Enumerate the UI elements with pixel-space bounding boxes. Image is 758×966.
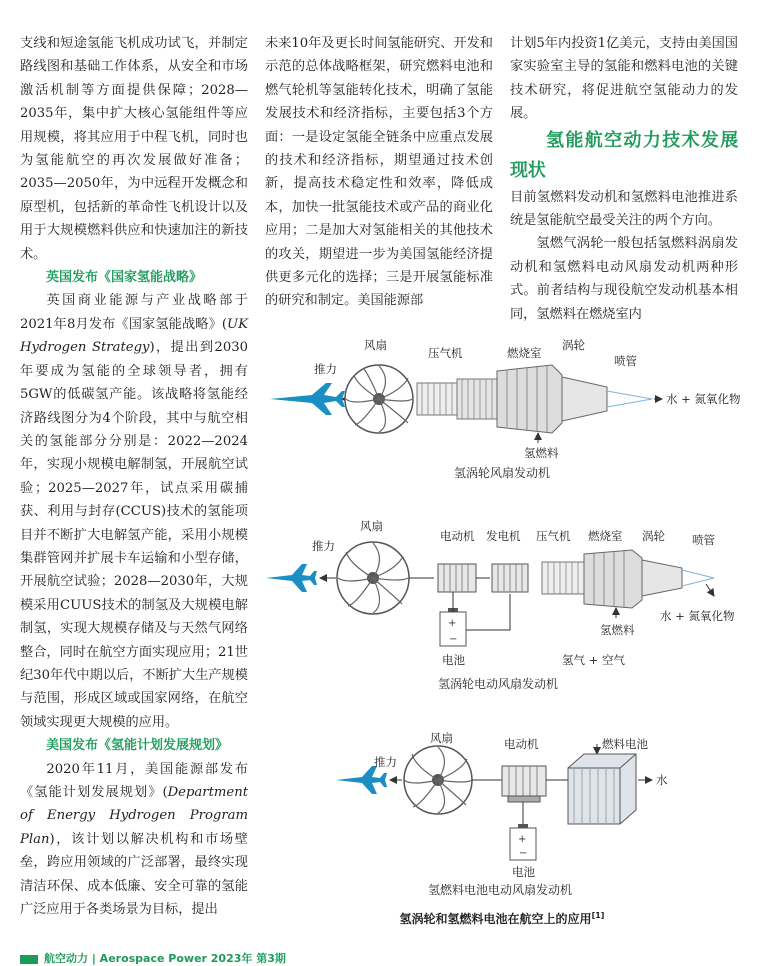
paragraph: 未来10年及更长时间氢能研究、开发和示范的总体战略框架，研究燃料电池和燃气轮机等氢能转化技术，明确了氢能发展技术和经济指标，主要包括3个方面：一是设定氢能全链条中应重点发展的技术和经济指标，期望通过技术创新，提高技术稳定性和效率，降低成本，加快一批氢能技术或产品的商业化应用；二是加大对氢能相关的其他技术的攻关，期望进一步为美国氢能经济提供更多元化的选择；三是开展氢能标准的研究和制定。美国能源部 (265, 36, 493, 309)
label-compressor: 压气机 (428, 346, 463, 360)
diagram-h2-turbofan (262, 335, 742, 485)
subsection-title: 美国发布《氢能计划发展规划》 (46, 738, 229, 754)
text-column-3 (510, 32, 738, 326)
paragraph: 氢燃气涡轮一般包括氢燃料涡扇发动机和氢燃料电动风扇发动机两种形式。前者结构与现役航空发动机基本相同，氢燃料在燃烧室内 (510, 236, 738, 322)
battery-icon (510, 824, 536, 860)
footer-text: 航空动力 | Aerospace Power 2023年 第3期 (44, 952, 286, 965)
text-column-2 (265, 32, 493, 313)
airplane-icon (336, 766, 387, 794)
exhaust-lines (607, 391, 652, 407)
exhaust-lines (682, 570, 714, 586)
label-thrust: 推力 (374, 755, 397, 769)
paragraph: 英国商业能源与产业战略部于2021年8月发布《国家氢能战略》(UK Hydrogen Strategy)，提出到2030年要成为氢能的全球领导者，拥有5GW的低碳氢产能。该战略将氢能经济路线图分为4个阶段，其中与航空相关的氢能部分分别是：2022—2024年，实现小规模电解制氢，开展航空试验；2025—2027年，试点采用碳捕获、利用与封存(CCUS)技术的氢能项目并不断扩大电解氢产能，采用小规模集群管网并扩展卡车运输和小型存储，开展航空试验；2028—2030年，大规模采用CUUS技术的制氢及大规模电解制氢，实现大规模存储及与天然气网络整合，同时在航空方面实现应用；21世纪30年代中期以后，不断扩大生产规模与范围，形成区域或国家网络，在航空领域实现更大规模的应用。 (20, 293, 248, 730)
page-footer (20, 950, 420, 964)
label-fan: 风扇 (430, 732, 453, 745)
label-fan: 风扇 (360, 519, 383, 533)
motor-icon (438, 564, 476, 592)
label-mix: 氢气 + 空气 (562, 653, 625, 667)
diagram-caption: 氢涡轮风扇发动机 (454, 466, 551, 480)
label-combustor: 燃烧室 (588, 529, 623, 543)
svg-text:+: + (448, 618, 457, 629)
subsection-title: 英国发布《国家氢能战略》 (46, 270, 203, 286)
fuel-cell-icon (568, 754, 636, 824)
label-fuelcell: 燃料电池 (602, 737, 648, 751)
airplane-icon (270, 383, 345, 415)
label-battery: 电池 (442, 653, 465, 667)
section-heading: 氢能航空动力技术发展现状 (510, 129, 738, 181)
paragraph: 目前氢燃料发动机和氢燃料电池推进系统是氢能航空最受关注的两个方向。 (510, 189, 738, 229)
diagram-caption: 氢涡轮电动风扇发动机 (438, 677, 559, 691)
label-nozzle: 喷管 (614, 354, 637, 368)
fan-icon (404, 746, 472, 814)
label-water: 水 (656, 773, 668, 787)
engine-core-illustration (417, 365, 607, 433)
label-combustor: 燃烧室 (507, 346, 542, 360)
figure-caption: 氢涡轮和氢燃料电池在航空上的应用[1] (399, 911, 605, 926)
label-thrust: 推力 (314, 362, 337, 376)
svg-text:−: − (519, 848, 528, 859)
diagram-h2-fuelcell-fan (262, 732, 742, 902)
label-motor: 电动机 (504, 737, 539, 751)
engine-core-illustration (542, 550, 682, 608)
label-compressor: 压气机 (536, 529, 571, 543)
label-turbine: 涡轮 (562, 338, 585, 352)
fan-icon (337, 542, 409, 614)
paragraph: 计划5年内投资1亿美元，支持由美国国家实验室主导的氢能和燃料电池的关键技术研究，将促进航空氢能动力的发展。 (510, 36, 738, 122)
svg-text:−: − (449, 634, 458, 645)
svg-text:+: + (518, 834, 527, 845)
label-nozzle: 喷管 (692, 533, 715, 547)
label-battery: 电池 (512, 865, 535, 879)
label-turbine: 涡轮 (642, 529, 665, 543)
diagram-caption: 氢燃料电池电动风扇发动机 (428, 883, 573, 897)
generator-icon (492, 564, 528, 592)
label-motor: 电动机 (440, 529, 475, 543)
label-fuel: 氢燃料 (524, 446, 559, 460)
text-column-1 (20, 32, 248, 921)
label-exhaust: 水 + 氮氧化物 (660, 609, 735, 623)
label-thrust: 推力 (312, 539, 335, 553)
motor-icon (502, 766, 546, 802)
label-fan: 风扇 (364, 338, 387, 352)
airplane-icon (266, 564, 317, 592)
paragraph: 支线和短途氢能飞机成功试飞，并制定路线图和基础工作体系，从安全和市场激活机制等方面提供保障；2028—2035年，集中扩大核心氢能组件等应用规模，将其应用于中程飞机，同时也为氢能航空的再次发展做好准备；2035—2050年，为中远程开发概念和原型机，包括新的革命性飞机设计以及用于大规模燃料供应和快速加注的新技术。 (20, 36, 248, 262)
diagram-h2-turboelectric-fan (262, 518, 742, 698)
fan-icon (345, 365, 413, 433)
label-generator: 发电机 (486, 529, 521, 543)
battery-icon (440, 608, 466, 646)
label-exhaust: 水 + 氮氧化物 (666, 392, 741, 406)
paragraph: 2020年11月，美国能源部发布《氢能计划发展规划》(Department of Energy Hydrogen Program Plan)，该计划以解决机构和市场壁垒，跨应用领域的广泛部署，最终实现清洁环保、成本低廉、安全可靠的氢能广泛应用于各类场景为目标，提出 (20, 761, 248, 918)
label-fuel: 氢燃料 (600, 623, 635, 637)
footer-marker (20, 955, 38, 964)
